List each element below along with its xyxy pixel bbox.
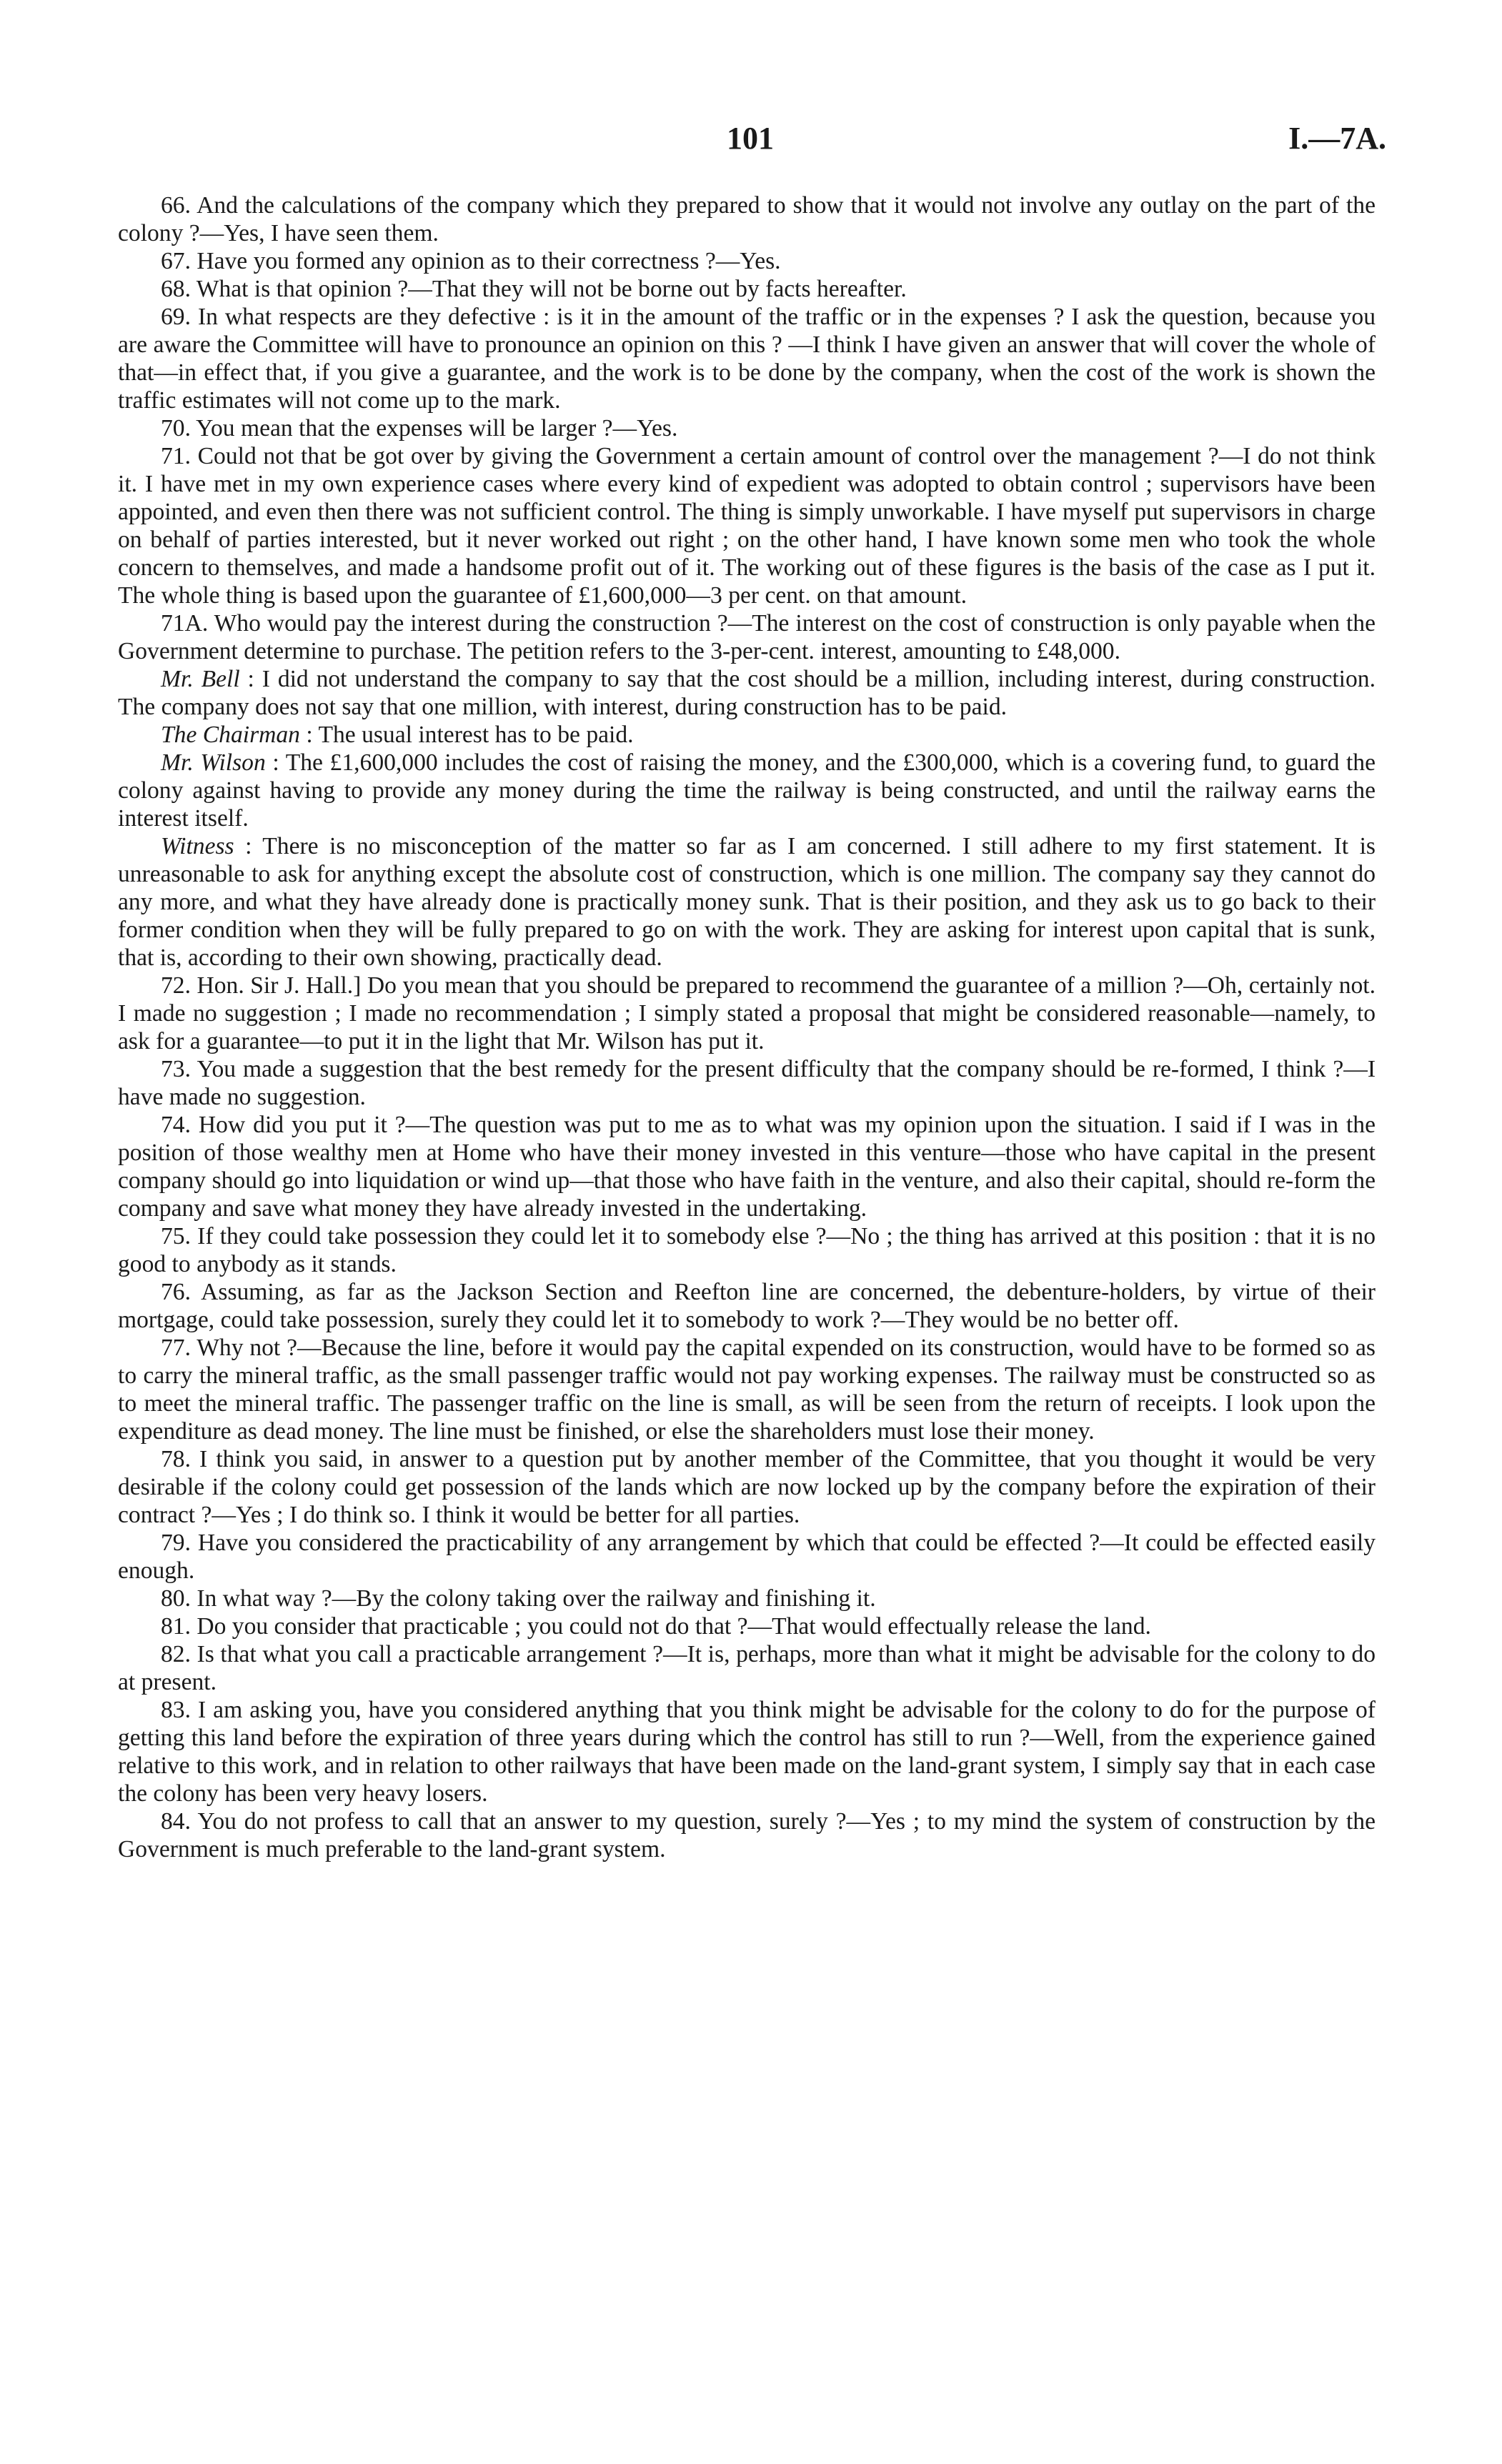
paragraph <box>118 1696 1376 1807</box>
paragraph <box>118 442 1376 609</box>
paragraph-text: 74. How did you put it ?—The question was put to me as to what was my opinion upon the situation. I said if I was in the position of those wealthy men at Home who have their money invested in this venture—those who have capital in the present company should go into liquidation or wind up—that those who have faith in the venture, and also their capital, should re-form the company and save what money they have already invested in the undertaking. <box>118 1112 1376 1222</box>
paragraph <box>118 749 1376 832</box>
paragraph-text: 79. Have you considered the practicability of any arrangement by which that could be effected ?—It could be effected easily enough. <box>118 1530 1376 1584</box>
paragraph <box>118 972 1376 1055</box>
paragraph-text: 72. Hon. Sir J. Hall.] Do you mean that you should be prepared to recommend the guarantee of a million ?—Oh, certainly not. I made no suggestion ; I made no recommendation ; I simply stated a proposal that might be considered reasonable—namely, to ask for a guarantee—to put it in the light that Mr. Wilson has put it. <box>118 972 1376 1054</box>
paragraph <box>118 665 1376 721</box>
paragraph-text: 69. In what respects are they defective : is it in the amount of the traffic or in the expenses ? I ask the question, because you are aware the Committee will have to pronounce an opinion on this ? —I think I have given an answer that will cover the whole of that—in effect that, if you give a guarantee, and the work is to be done by the company, when the cost of the work is shown the traffic estimates will not come up to the mark. <box>118 304 1376 414</box>
paragraph-text: : The £1,600,000 includes the cost of raising the money, and the £300,000, which is a covering fund, to guard the colony against having to provide any money during the time the railway is being constructed, and until the railway earns the interest itself. <box>118 749 1376 832</box>
paragraph <box>118 1612 1376 1640</box>
paragraph-text: 80. In what way ?—By the colony taking over the railway and finishing it. <box>161 1585 876 1612</box>
paragraph <box>118 1334 1376 1445</box>
paragraph-text: 67. Have you formed any opinion as to their correctness ?—Yes. <box>161 248 781 274</box>
paragraph-text: 82. Is that what you call a practicable arrangement ?—It is, perhaps, more than what it might be advisable for the colony to do at present. <box>118 1641 1376 1695</box>
speaker-name: Witness <box>161 833 234 859</box>
paragraph <box>118 1585 1376 1612</box>
paragraph-text: 71. Could not that be got over by giving the Government a certain amount of control over the management ?—I do not think it. I have met in my own experience cases where every kind of expedient was adopted to obtain control ; supervisors have been appointed, and even then there was not sufficient control. The thing is simply unworkable. I have myself put supervisors in charge on behalf of parties interested, but it never worked out right ; on the other hand, I have known some men who took the whole concern to themselves, and made a handsome profit out of it. The working out of these figures is the basis of the case as I put it. The whole thing is based upon the guarantee of £1,600,000—3 per cent. on that amount. <box>118 443 1376 609</box>
paragraph-text: 81. Do you consider that practicable ; you could not do that ?—That would effectually release the land. <box>161 1613 1151 1640</box>
paragraph <box>118 1222 1376 1278</box>
paragraph-text: 71A. Who would pay the interest during the construction ?—The interest on the cost of construction is only payable when the Government determine to purchase. The petition refers to the 3-per-cent. interest, amounting to £48,000. <box>118 610 1376 664</box>
paragraph-text: 77. Why not ?—Because the line, before it would pay the capital expended on its construction, would have to be formed so as to carry the mineral traffic, as the small passenger traffic would not pay working expenses. The railway must be constructed so as to meet the mineral traffic. The passenger traffic on the line is small, as will be seen from the return of receipts. I look upon the expenditure as dead money. The line must be finished, or else the shareholders must lose their money. <box>118 1335 1376 1445</box>
paragraph-text: 73. You made a suggestion that the best remedy for the present difficulty that the company should be re-formed, I think ?—I have made no suggestion. <box>118 1056 1376 1110</box>
paragraph-text: 78. I think you said, in answer to a question put by another member of the Committee, that you thought it would be very desirable if the colony could get possession of the lands which are now locked up by the company before the expiration of their contract ?—Yes ; I do think so. I think it would be better for all parties. <box>118 1446 1376 1528</box>
document-reference: I.—7A. <box>1288 121 1386 156</box>
paragraph-text: : The usual interest has to be paid. <box>299 722 634 748</box>
paragraph <box>118 247 1376 275</box>
paragraph <box>118 721 1376 749</box>
paragraph <box>118 1807 1376 1863</box>
paragraph <box>118 1445 1376 1529</box>
paragraph <box>118 1278 1376 1334</box>
paragraph <box>118 303 1376 414</box>
paragraph <box>118 191 1376 247</box>
paragraph <box>118 1111 1376 1222</box>
paragraph <box>118 275 1376 303</box>
paragraph-text: 84. You do not profess to call that an answer to my question, surely ?—Yes ; to my mind the system of construction by the Government is much preferable to the land-grant system. <box>118 1808 1376 1862</box>
paragraph-text: : There is no misconception of the matter so far as I am concerned. I still adhere to my first statement. It is unreasonable to ask for anything except the absolute cost of construction, which is one million. The company say they cannot do any more, and what they have already done is practically money sunk. That is their position, and they ask us to go back to their former condition when they will be fully prepared to go on with the work. They are asking for interest upon capital that is sunk, that is, according to their own showing, practically dead. <box>118 833 1376 971</box>
paragraph <box>118 414 1376 442</box>
page-number: 101 <box>727 121 774 156</box>
paragraph-text: 70. You mean that the expenses will be larger ?—Yes. <box>161 415 678 442</box>
paragraph <box>118 609 1376 665</box>
page-body <box>118 191 1376 1863</box>
paragraph-text: 66. And the calculations of the company which they prepared to show that it would not involve any outlay on the part of the colony ?—Yes, I have seen them. <box>118 192 1376 246</box>
speaker-name: The Chairman <box>161 722 300 748</box>
paragraph-text: 75. If they could take possession they could let it to somebody else ?—No ; the thing has arrived at this position : that it is no good to anybody as it stands. <box>118 1223 1376 1277</box>
speaker-name: Mr. Wilson <box>161 749 266 776</box>
paragraph <box>118 1055 1376 1111</box>
paragraph-text: 76. Assuming, as far as the Jackson Section and Reefton line are concerned, the debenture-holders, by virtue of their mortgage, could take possession, surely they could let it to somebody to work ?—They would be no better off. <box>118 1279 1376 1333</box>
paragraph <box>118 832 1376 972</box>
paragraph-text: 68. What is that opinion ?—That they will not be borne out by facts hereafter. <box>161 276 907 302</box>
speaker-name: Mr. Bell <box>161 666 240 692</box>
paragraph <box>118 1640 1376 1696</box>
paragraph <box>118 1529 1376 1585</box>
paragraph-text: 83. I am asking you, have you considered anything that you think might be advisable for the colony to do for the purpose of getting this land before the expiration of three years during which the control has still to run ?—Well, from the experience gained relative to this work, and in relation to other railways that have been made on the land-grant system, I simply say that in each case the colony has been very heavy losers. <box>118 1697 1376 1807</box>
paragraph-text: : I did not understand the company to say that the cost should be a million, including interest, during construction. The company does not say that one million, with interest, during construction has to be paid. <box>118 666 1376 720</box>
